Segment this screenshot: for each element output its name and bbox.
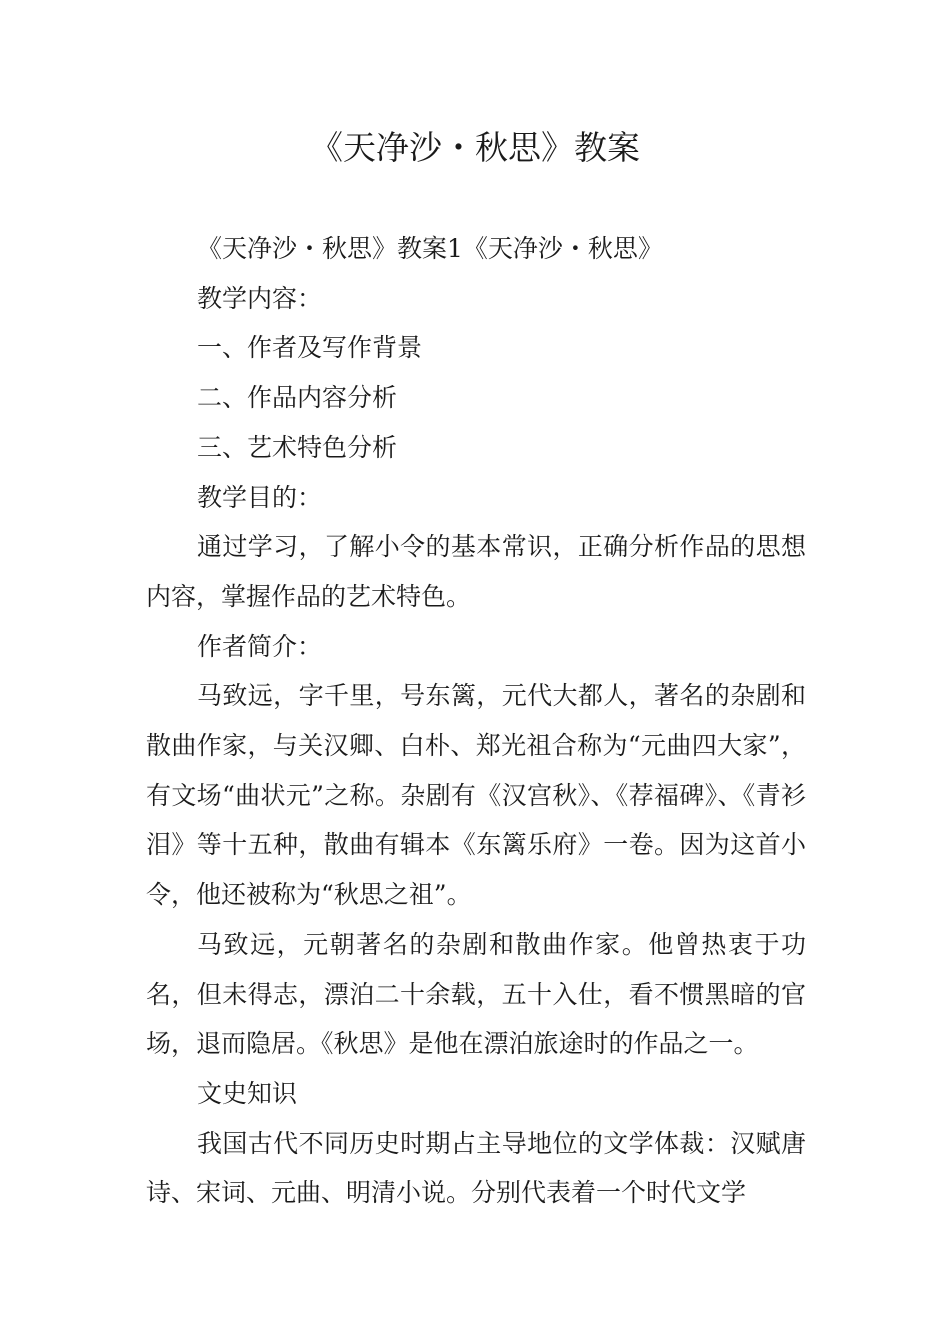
paragraph-literary-history: 我国古代不同历史时期占主导地位的文学体裁：汉赋唐诗、宋词、元曲、明清小说。分别代表着一个时代文学	[146, 1128, 806, 1208]
paragraph-intro: 《天净沙・秋思》教案1《天净沙・秋思》	[197, 234, 663, 263]
paragraph-author-intro-1: 马致远，字千里，号东篱，元代大都人，著名的杂剧和散曲作家，与关汉卿、白朴、郑光祖合称为“元曲四大家”，有文场“曲状元”之称。杂剧有《汉宫秋》、《荐福碑》、《青衫泪》等十五种，散曲有辑本《东篱乐府》一卷。因为这首小令，他还被称为“秋思之祖”。	[146, 681, 806, 910]
list-item-art-analysis: 三、艺术特色分析	[197, 432, 398, 462]
heading-teaching-content: 教学内容：	[197, 283, 323, 313]
heading-teaching-goal: 教学目的：	[197, 482, 323, 512]
list-item-content-analysis: 二、作品内容分析	[197, 383, 398, 413]
heading-author-intro: 作者简介：	[197, 631, 323, 661]
paragraph-author-intro-2: 马致远，元朝著名的杂剧和散曲作家。他曾热衷于功名，但未得志，漂泊二十余载，五十入仕，看不惯黑暗的官场，退而隐居。《秋思》是他在漂泊旅途时的作品之一。	[146, 929, 806, 1059]
heading-literary-history: 文史知识	[197, 1078, 298, 1108]
document-body	[146, 224, 806, 1218]
document-title: 《天净沙・秋思》教案	[310, 128, 640, 167]
paragraph-teaching-goal: 通过学习，了解小令的基本常识，正确分析作品的思想内容，掌握作品的艺术特色。	[146, 532, 806, 611]
list-item-author-background: 一、作者及写作背景	[197, 333, 423, 363]
